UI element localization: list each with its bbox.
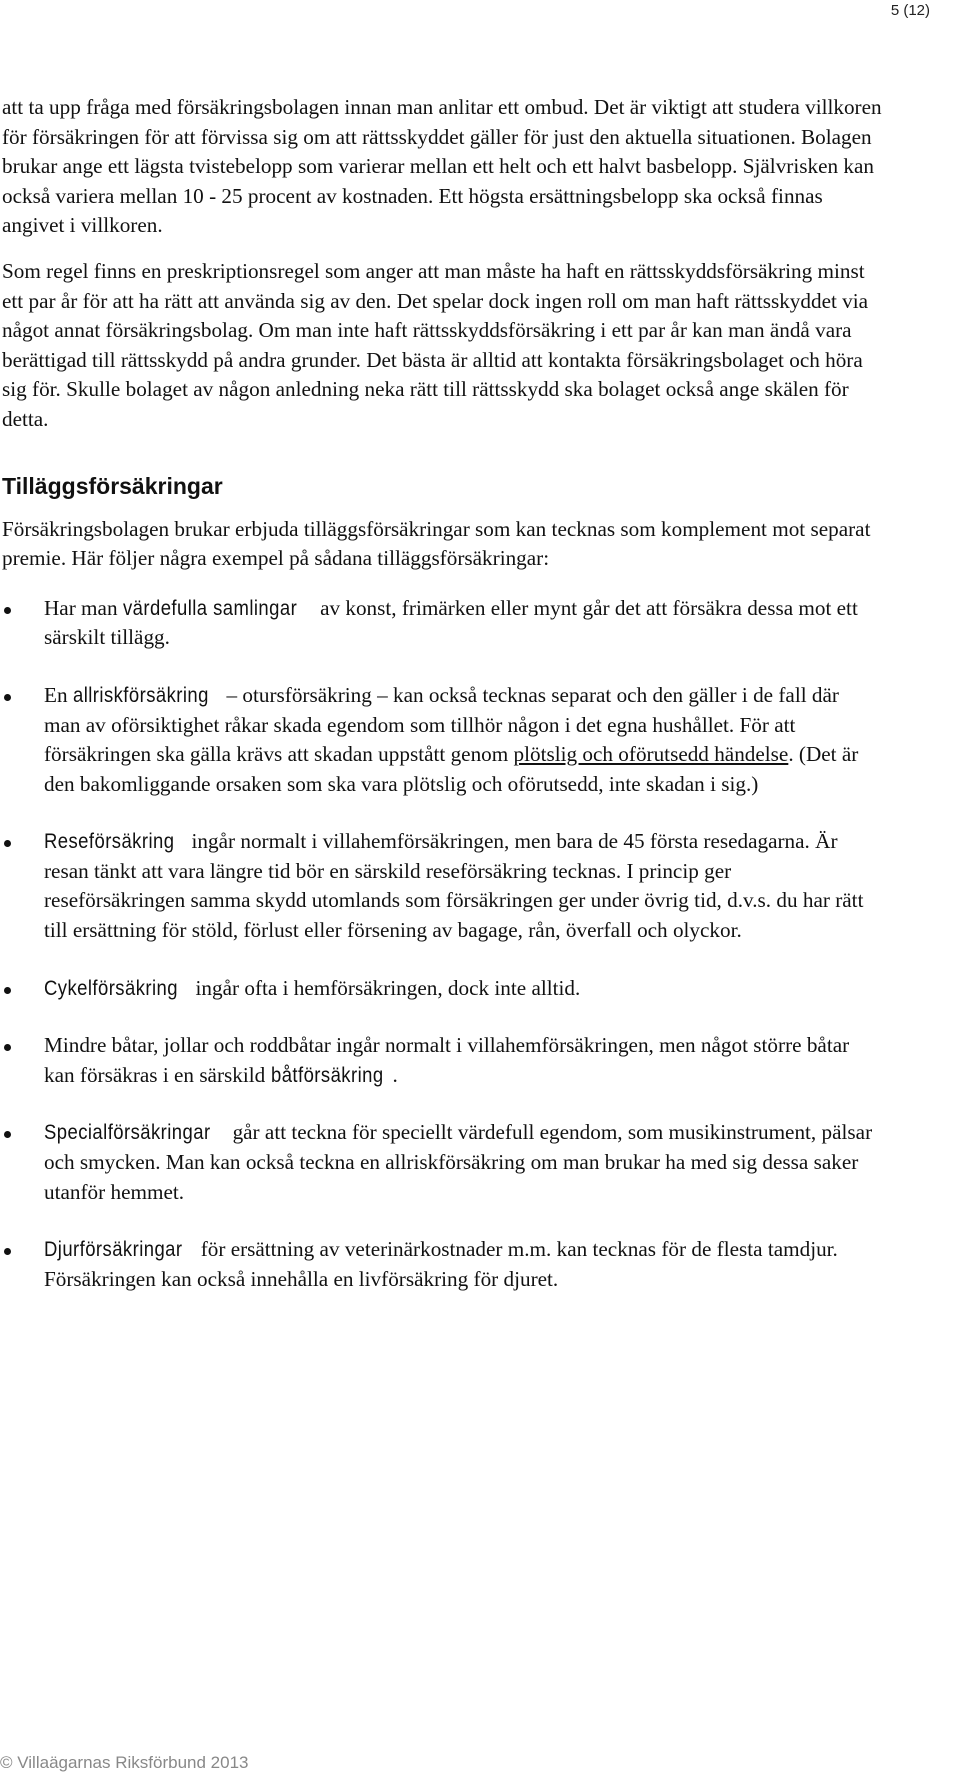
item-term: allriskförsäkring	[72, 683, 209, 707]
insurance-list	[2, 594, 882, 1295]
footer-copyright: © Villaägarnas Riksförbund 2013	[0, 1753, 249, 1772]
underlined-phrase: plötslig och oförutsedd händelse	[513, 742, 789, 767]
bullet-icon	[4, 1248, 11, 1255]
item-text: går att teckna för speciellt värdefull egendom, som musikinstrument, pälsar och smycken. Man kan också teckna en allriskförsäkring om man brukar ha med sig dessa saker utanför hemmet.	[44, 1120, 873, 1204]
list-item-allriskforsakring	[2, 681, 874, 799]
list-item-cykelforsakring	[2, 974, 874, 1004]
bullet-icon	[4, 694, 11, 701]
item-term: Cykelförsäkring	[44, 976, 178, 1000]
paragraph-preskription: Som regel finns en preskriptionsregel som anger att man måste ha haft en rättsskyddsförsäkring minst ett par år för att ha rätt att använda sig av den. Det spelar dock ingen roll om man haft rättsskyddet via något annat försäkringsbolag. Om man inte haft rättsskyddsförsäkring i ett par år kan man ändå vara berättigad till rättsskydd på andra grunder. Det bästa är alltid att kontakta försäkringsbolaget och höra sig för. Skulle bolaget av någon anledning neka rätt till rättsskydd ska bolaget också ange skälen för detta.	[2, 258, 869, 431]
list-item-batforsakring	[2, 1031, 874, 1090]
item-text: ingår normalt i villahemförsäkringen, men bara de 45 första resedagarna. Är resan tänkt att vara längre tid bör en särskild reseförsäkring tecknas. I princip ger reseförsäkringen samma skydd utomlands som försäkringen ger under övrig tid, d.v.s. du har rätt till ersättning för stöld, förlust eller försening av bagage, rån, överfall och olyckor.	[44, 829, 864, 943]
document-body	[2, 93, 882, 1322]
item-term: värdefulla samlingar	[122, 596, 298, 620]
bullet-icon	[4, 1044, 11, 1051]
item-text: av konst, frimärken eller mynt går det att försäkra dessa mot ett särskilt tillägg.	[44, 595, 858, 650]
bullet-icon	[4, 607, 11, 614]
item-text: för ersättning av veterinärkostnader m.m. kan tecknas för de flesta tamdjur. Försäkringen kan också innehålla en livförsäkring för djuret.	[44, 1237, 838, 1291]
item-text: En	[44, 682, 73, 707]
bullet-icon	[4, 840, 11, 847]
item-text: .	[392, 1062, 398, 1087]
item-text: ingår ofta i hemförsäkringen, dock inte alltid.	[190, 975, 581, 1000]
item-term: Reseförsäkring	[44, 830, 175, 854]
paragraph-villkor: att ta upp fråga med försäkringsbolagen innan man anlitar ett ombud. Det är viktigt att studera villkoren för försäkringen för att förvissa sig om att rättsskyddet gäller för just den aktuella situationen. Bolagen brukar ange ett lägsta tvistebelopp som varierar mellan ett helt och ett halvt basbelopp. Självrisken kan också variera mellan 10 - 25 procent av kostnaden. Ett högsta ersättningsbelopp ska också finnas angivet i villkoren.	[2, 95, 882, 238]
item-text: Mindre båtar, jollar och roddbåtar ingår normalt i villahemförsäkringen, men något större båtar kan försäkras i en särskild	[44, 1033, 850, 1087]
page-number: 5 (12)	[890, 2, 930, 19]
bullet-icon	[4, 1131, 11, 1138]
item-text: . (Det är den bakomliggande orsaken som ska vara plötslig och oförutsedd, inte skadan i sig.)	[44, 742, 859, 796]
list-item-reseforsakring	[2, 827, 874, 945]
list-item-djurforsakringar	[2, 1235, 874, 1294]
item-term: båtförsäkring	[270, 1063, 384, 1087]
list-item-specialforsakringar	[2, 1118, 874, 1207]
item-text: Har man	[44, 595, 123, 620]
item-term: Specialförsäkringar	[44, 1121, 211, 1145]
section-heading: Tilläggsförsäkringar	[2, 472, 223, 499]
paragraph-intro: Försäkringsbolagen brukar erbjuda tilläggsförsäkringar som kan tecknas som komplement mot separat premie. Här följer några exempel på sådana tilläggsförsäkringar:	[2, 516, 871, 571]
bullet-icon	[4, 987, 11, 994]
item-term: Djurförsäkringar	[44, 1238, 183, 1262]
item-text: – otursförsäkring – kan också tecknas separat och den gäller i de fall där man av oförsiktighet råkar skada egendom som tillhör någon i det egna hushållet. För att försäkringen ska gälla krävs att skadan uppstått genom	[44, 682, 839, 767]
list-item-vardefulla-samlingar	[2, 594, 874, 653]
